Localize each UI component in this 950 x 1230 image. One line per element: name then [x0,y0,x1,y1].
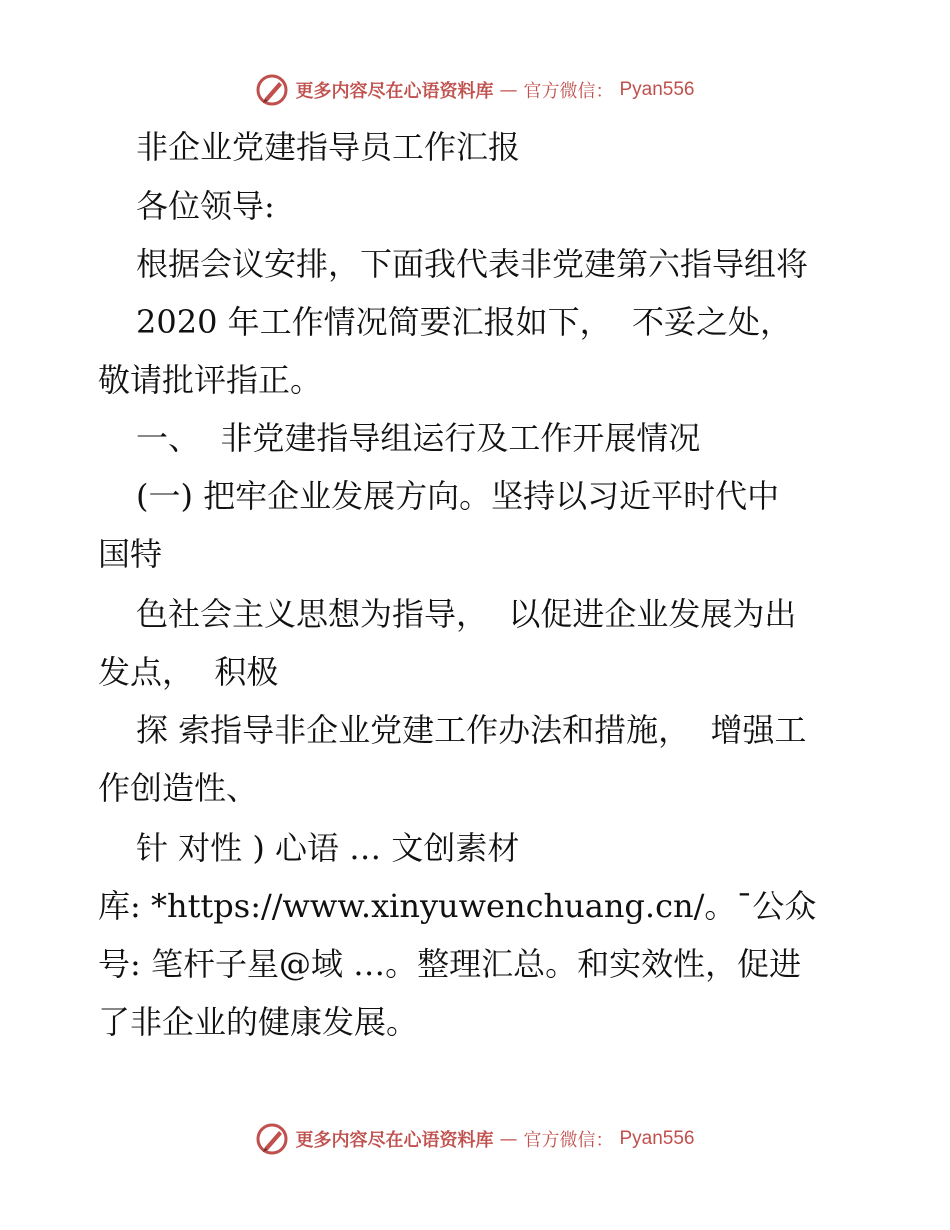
doc-line: 作创造性、 [98,769,259,807]
doc-line: 了非企业的健康发展。 [98,1003,419,1041]
banner-wechat-id: Pyan556 [619,79,695,100]
pen-logo-icon [255,1122,289,1156]
doc-section-heading: 一、 非党建指导组运行及工作开展情况 [136,419,701,457]
banner-site-name: 更多内容尽在心语资料库 [295,81,494,102]
doc-line: (一) 把牢企业发展方向。坚持以习近平时代中 [136,477,780,515]
doc-line: 2020 年工作情况简要汇报如下， 不妥之处， [136,303,792,341]
doc-line: 号: 笔杆子星@域 …。整理汇总。和实效性，促进 [98,945,802,983]
banner-wechat-label: 官方微信： [523,1130,614,1151]
doc-line: 国特 [98,535,163,573]
banner-dash: — [499,79,518,101]
banner-wechat-id: Pyan556 [619,1128,695,1149]
doc-salutation: 各位领导: [136,187,275,225]
doc-line: 发点， 积极 [98,653,279,691]
doc-line: 根据会议安排，下面我代表非党建第六指导组将 [136,245,809,283]
doc-line: 库: *https://www.xinyuwenchuang.cn/。¯公众 [98,887,817,925]
doc-line: 针 对性 ) 心语 … 文创素材 [136,829,520,867]
header-watermark-banner [0,70,950,110]
doc-line: 敬请批评指正。 [98,361,323,399]
banner-wechat-label: 官方微信： [523,81,614,102]
pen-logo-icon [255,73,289,107]
doc-title: 非企业党建指导员工作汇报 [136,128,521,166]
footer-watermark-banner [0,1119,950,1159]
banner-site-name: 更多内容尽在心语资料库 [295,1130,494,1151]
banner-dash: — [499,1128,518,1150]
doc-line: 色社会主义思想为指导， 以促进企业发展为出 [136,595,797,633]
doc-line: 探 索指导非企业党建工作办法和措施， 增强工 [136,711,807,749]
